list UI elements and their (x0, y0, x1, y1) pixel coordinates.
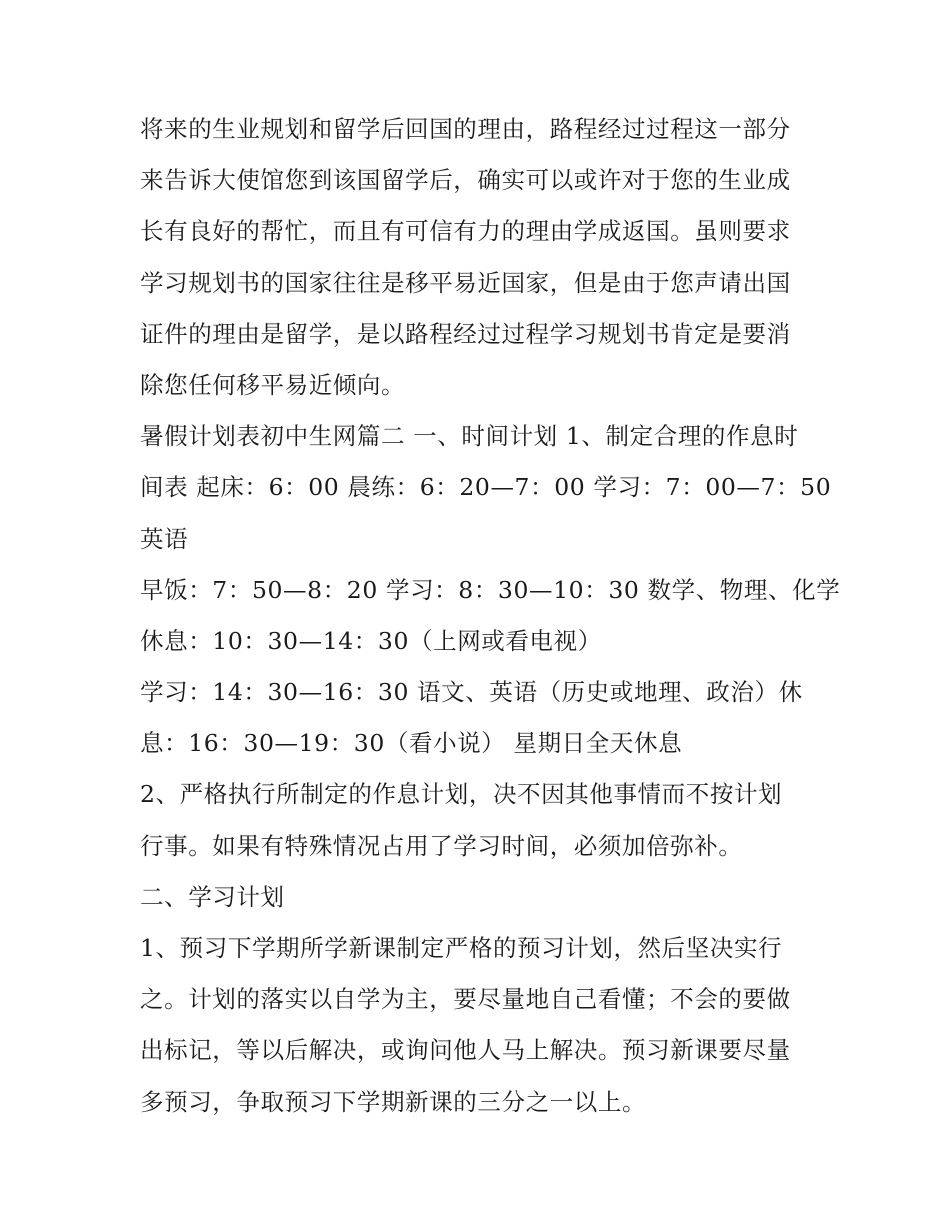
text-line: 证件的理由是留学，是以路程经过过程学习规划书肯定是要消 (140, 319, 791, 348)
text-line: 早饭：7：50—8：20 学习：8：30—10：30 数学、物理、化学 (140, 575, 841, 604)
text-line: 行事。如果有特殊情况占用了学习时间，必须加倍弥补。 (140, 831, 743, 860)
text-line: 出标记，等以后解决，或询问他人马上解决。预习新课要尽量 (140, 1036, 791, 1065)
text-line: 2、严格执行所制定的作息计划，决不因其他事情而不按计划 (140, 780, 783, 809)
text-line: 之。计划的落实以自学为主，要尽量地自己看懂；不会的要做 (140, 985, 791, 1014)
section-heading: 二、学习计划 (140, 882, 285, 911)
text-line: 除您任何移平易近倾向。 (140, 370, 406, 399)
text-line: 学习规划书的国家往往是移平易近国家，但是由于您声请出国 (140, 268, 791, 297)
document-body (140, 104, 841, 1128)
text-line: 长有良好的帮忙，而且有可信有力的理由学成返国。虽则要求 (140, 217, 791, 246)
text-line: 1、预习下学期所学新课制定严格的预习计划，然后坚决实行 (140, 934, 783, 962)
text-line: 英语 (140, 524, 189, 553)
text-line: 将来的生业规划和留学后回国的理由，路程经过过程这一部分 (140, 115, 791, 143)
text-line: 间表 起床：6：00 晨练：6：20—7：00 学习：7：00—7：50 (140, 473, 832, 502)
text-line: 来告诉大使馆您到该国留学后，确实可以或许对于您的生业成 (140, 166, 791, 195)
text-line: 休息：10：30—14：30（上网或看电视） (140, 626, 602, 655)
text-line: 多预习，争取预习下学期新课的三分之一以上。 (140, 1087, 647, 1116)
text-line: 息：16：30—19：30（看小说） 星期日全天休息 (140, 729, 683, 758)
text-line: 学习：14：30—16：30 语文、英语（历史或地理、政治）休 (140, 678, 803, 707)
text-line: 暑假计划表初中生网篇二 一、时间计划 1、制定合理的作息时 (140, 422, 799, 451)
